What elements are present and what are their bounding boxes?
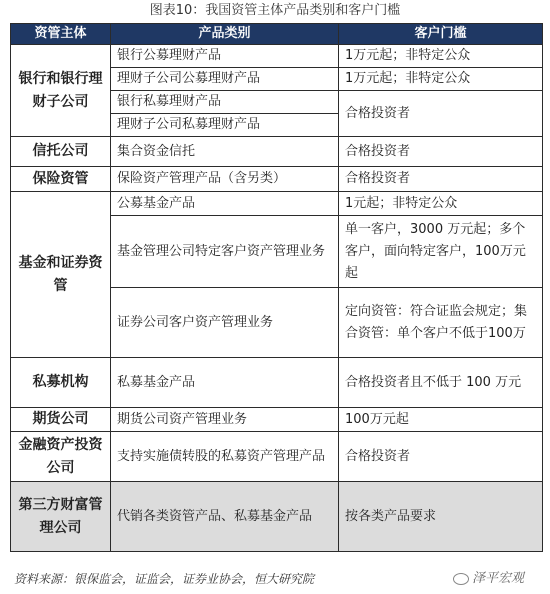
product-cell: 银行公募理财产品 (111, 45, 339, 68)
table-row (11, 482, 543, 552)
subject-cell: 第三方财富管理公司 (11, 482, 111, 552)
customer-cell: 合格投资者 (339, 91, 543, 137)
product-cell: 支持实施债转股的私募资产管理产品 (111, 432, 339, 482)
table-row (11, 358, 543, 408)
table-row (11, 167, 543, 192)
customer-cell: 合格投资者且不低于 100 万元 (339, 358, 543, 408)
wechat-icon (453, 573, 469, 585)
customer-cell: 按各类产品要求 (339, 482, 543, 552)
customer-cell: 1万元起；非特定公众 (339, 45, 543, 68)
product-cell: 银行私募理财产品 (111, 91, 339, 114)
subject-cell: 基金和证券资管 (11, 192, 111, 358)
product-cell: 私募基金产品 (111, 358, 339, 408)
subject-cell: 私募机构 (11, 358, 111, 408)
customer-cell: 1元起；非特定公众 (339, 192, 543, 216)
header-row (11, 24, 543, 45)
subject-cell: 金融资产投资公司 (11, 432, 111, 482)
product-cell: 期货公司资产管理业务 (111, 408, 339, 432)
subject-cell: 保险资管 (11, 167, 111, 192)
header-product: 产品类别 (111, 24, 339, 45)
customer-cell: 100万元起 (339, 408, 543, 432)
product-cell: 理财子公司私募理财产品 (111, 114, 339, 137)
table-row (11, 192, 543, 216)
product-cell: 集合资金信托 (111, 137, 339, 167)
product-cell: 代销各类资管产品、私募基金产品 (111, 482, 339, 552)
product-cell: 公募基金产品 (111, 192, 339, 216)
header-subject: 资管主体 (11, 24, 111, 45)
table-row (11, 408, 543, 432)
customer-cell: 合格投资者 (339, 167, 543, 192)
watermark-text: 泽平宏观 (472, 571, 525, 586)
table-row (11, 137, 543, 167)
header-customer: 客户门槛 (339, 24, 543, 45)
subject-cell: 信托公司 (11, 137, 111, 167)
product-cell: 保险资产管理产品（含另类） (111, 167, 339, 192)
product-cell: 证券公司客户资产管理业务 (111, 288, 339, 358)
source-note: 资料来源：银保监会，证监会，证券业协会，恒大研究院 (14, 572, 315, 586)
asset-management-table (10, 23, 543, 552)
customer-cell: 合格投资者 (339, 137, 543, 167)
table-row (11, 45, 543, 68)
product-cell: 基金管理公司特定客户资产管理业务 (111, 216, 339, 288)
customer-cell: 定向资管：符合证监会规定；集合资管：单个客户不低于100万 (339, 288, 543, 358)
customer-cell: 单一客户，3000 万元起；多个客户，面向特定客户，100万元起 (339, 216, 543, 288)
table-row (11, 432, 543, 482)
customer-cell: 合格投资者 (339, 432, 543, 482)
product-cell: 理财子公司公募理财产品 (111, 68, 339, 91)
figure-title: 图表10：我国资管主体产品类别和客户门槛 (149, 3, 401, 18)
subject-cell: 银行和银行理财子公司 (11, 45, 111, 137)
customer-cell: 1万元起；非特定公众 (339, 68, 543, 91)
watermark (453, 567, 524, 586)
subject-cell: 期货公司 (11, 408, 111, 432)
